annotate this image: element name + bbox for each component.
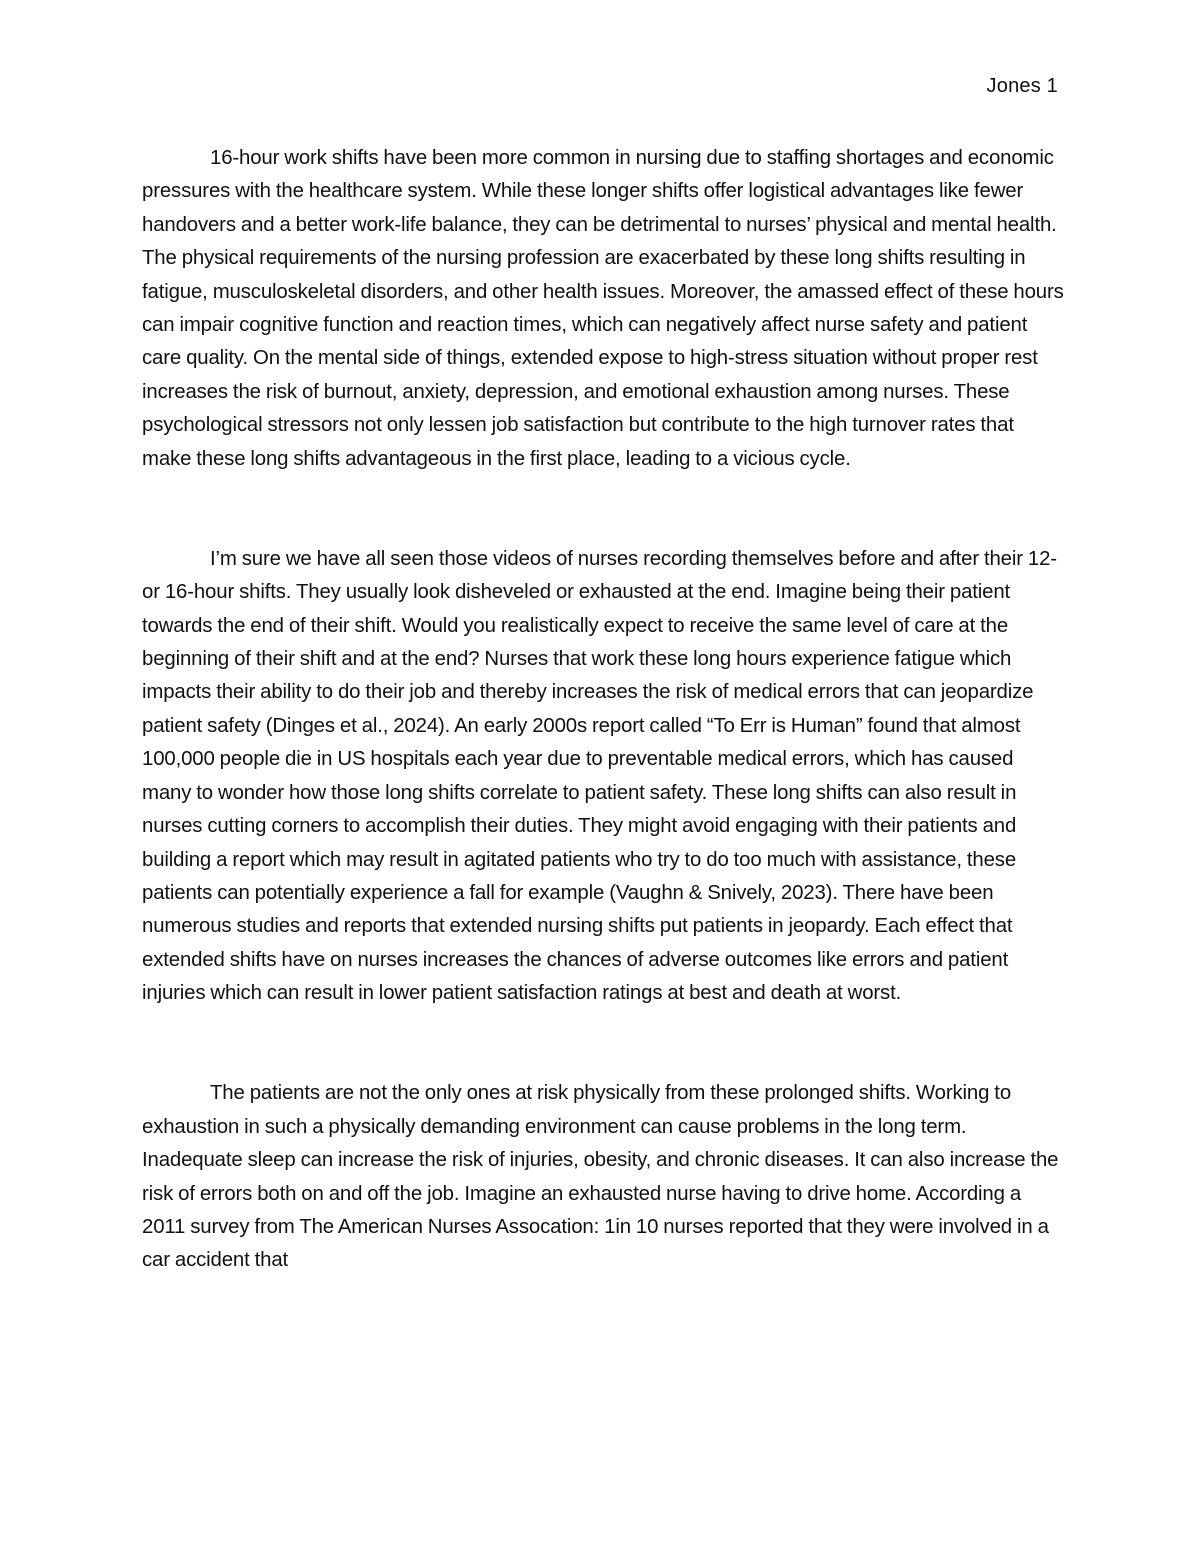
- paragraph-2: I’m sure we have all seen those videos of nurses recording themselves before and after their 12- or 16-hour shifts. They usually look disheveled or exhausted at the end. Imagine being their patient towards the end of their shift. Would you realistically expect to receive the same level of care at the beginning of their shift and at the end? Nurses that work these long hours experience fatigue which impacts their ability to do their job and thereby increases the risk of medical errors that can jeopardize patient safety (Dinges et al., 2024). An early 2000s report called “To Err is Human” found that almost 100,000 people die in US hospitals each year due to preventable medical errors, which has caused many to wonder how those long shifts correlate to patient safety. These long shifts can also result in nurses cutting corners to accomplish their duties. They might avoid engaging with their patients and building a report which may result in agitated patients who try to do too much with assistance, these patients can potentially experience a fall for example (Vaughn & Snively, 2023). There have been numerous studies and reports that extended nursing shifts put patients in jeopardy. Each effect that extended shifts have on nurses increases the chances of adverse outcomes like errors and patient injuries which can result in lower patient satisfaction ratings at best and death at worst.: [142, 547, 1057, 1005]
- paragraph-1: 16-hour work shifts have been more common in nursing due to staffing shortages and economic pressures with the healthcare system. While these longer shifts offer logistical advantages like fewer handovers and a better work-life balance, they can be detrimental to nurses’ physical and mental health. The physical requirements of the nursing profession are exacerbated by these long shifts resulting in fatigue, musculoskeletal disorders, and other health issues. Moreover, the amassed effect of these hours can impair cognitive function and reaction times, which can negatively affect nurse safety and patient care quality. On the mental side of things, extended expose to high-stress situation without proper rest increases the risk of burnout, anxiety, depression, and emotional exhaustion among nurses. These psychological stressors not only lessen job satisfaction but contribute to the high turnover rates that make these long shifts advantageous in the first place, leading to a vicious cycle.: [142, 147, 1064, 470]
- document-body: [142, 142, 1064, 1278]
- running-head: Jones 1: [986, 75, 1058, 97]
- paragraph-3: The patients are not the only ones at risk physically from these prolonged shifts. Working to exhaustion in such a physically demanding environment can cause problems in the long term. Inadequate sleep can increase the risk of injuries, obesity, and chronic diseases. It can also increase the risk of errors both on and off the job. Imagine an exhausted nurse having to drive home. According a 2011 survey from The American Nurses Assocation: 1in 10 nurses reported that they were involved in a car accident that: [142, 1082, 1059, 1272]
